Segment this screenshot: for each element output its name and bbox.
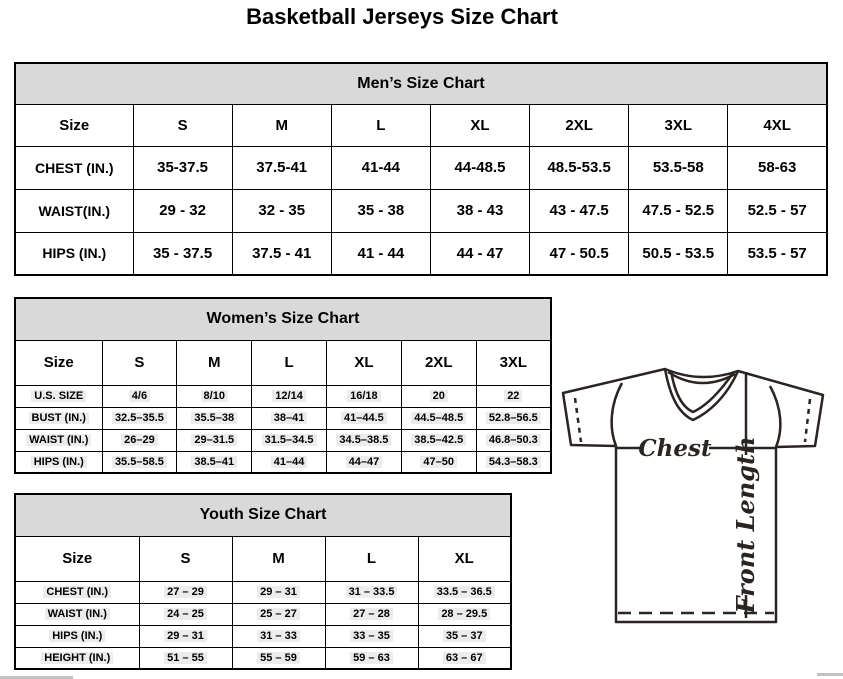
cell: 24 – 25 (139, 603, 232, 625)
chest-label: Chest (638, 435, 712, 462)
table-row (15, 232, 827, 275)
cell: 4/6 (102, 385, 177, 407)
cell: 35-37.5 (133, 146, 232, 189)
cell: 44 - 47 (430, 232, 529, 275)
table-row (15, 298, 551, 340)
column-header-size: Size (15, 536, 139, 581)
bottom-right-artifact (817, 673, 843, 676)
cell: 37.5 - 41 (232, 232, 331, 275)
cell: 29–31.5 (177, 429, 252, 451)
column-header-size: Size (15, 340, 102, 385)
cell: 41 - 44 (331, 232, 430, 275)
cell: 55 – 59 (232, 647, 325, 669)
cell: 63 – 67 (418, 647, 511, 669)
cell: 44-48.5 (430, 146, 529, 189)
row-label: HIPS (IN.) (15, 625, 139, 647)
cell: 50.5 - 53.5 (629, 232, 728, 275)
row-label: CHEST (IN.) (15, 146, 133, 189)
womens-size-chart-table (14, 297, 552, 474)
cell: 28 – 29.5 (418, 603, 511, 625)
table-row (15, 146, 827, 189)
table-row (15, 536, 511, 581)
cell: 35 – 37 (418, 625, 511, 647)
column-header: L (252, 340, 327, 385)
cell: 29 – 31 (232, 581, 325, 603)
row-label: U.S. SIZE (15, 385, 102, 407)
row-label: HIPS (IN.) (15, 451, 102, 473)
cell: 47–50 (401, 451, 476, 473)
cell: 29 - 32 (133, 189, 232, 232)
cell: 31.5–34.5 (252, 429, 327, 451)
table-row (15, 494, 511, 536)
table-row (15, 340, 551, 385)
cell: 35.5–38 (177, 407, 252, 429)
cell: 38 - 43 (430, 189, 529, 232)
cell: 44.5–48.5 (401, 407, 476, 429)
cell: 27 – 28 (325, 603, 418, 625)
table-row (15, 63, 827, 104)
table-row (15, 104, 827, 146)
cell: 25 – 27 (232, 603, 325, 625)
cell: 12/14 (252, 385, 327, 407)
row-label: HIPS (IN.) (15, 232, 133, 275)
cell: 31 – 33 (232, 625, 325, 647)
cell: 33 – 35 (325, 625, 418, 647)
column-header: 4XL (728, 104, 827, 146)
table-row (15, 603, 511, 625)
cell: 38–41 (252, 407, 327, 429)
table-row (15, 581, 511, 603)
column-header: L (331, 104, 430, 146)
youth-chart-title: Youth Size Chart (15, 494, 511, 536)
cell: 20 (401, 385, 476, 407)
cell: 31 – 33.5 (325, 581, 418, 603)
table-row (15, 385, 551, 407)
cell: 47 - 50.5 (530, 232, 629, 275)
cell: 58-63 (728, 146, 827, 189)
cell: 53.5 - 57 (728, 232, 827, 275)
cell: 33.5 – 36.5 (418, 581, 511, 603)
cell: 54.3–58.3 (476, 451, 551, 473)
column-header: XL (326, 340, 401, 385)
table-row (15, 429, 551, 451)
column-header: S (139, 536, 232, 581)
front-length-label: Front Length (731, 436, 760, 614)
cell: 22 (476, 385, 551, 407)
cell: 34.5–38.5 (326, 429, 401, 451)
cell: 48.5-53.5 (530, 146, 629, 189)
table-row (15, 451, 551, 473)
row-label: HEIGHT (IN.) (15, 647, 139, 669)
table-row (15, 407, 551, 429)
cell: 44–47 (326, 451, 401, 473)
cell: 43 - 47.5 (530, 189, 629, 232)
mens-chart-title: Men’s Size Chart (15, 63, 827, 104)
column-header: L (325, 536, 418, 581)
cell: 41–44 (252, 451, 327, 473)
cell: 51 – 55 (139, 647, 232, 669)
table-row (15, 647, 511, 669)
table-row (15, 189, 827, 232)
column-header: M (232, 536, 325, 581)
jersey-measurement-diagram (556, 358, 832, 636)
cell: 16/18 (326, 385, 401, 407)
cell: 35 - 38 (331, 189, 430, 232)
column-header: XL (418, 536, 511, 581)
cell: 29 – 31 (139, 625, 232, 647)
cell: 26–29 (102, 429, 177, 451)
cell: 35 - 37.5 (133, 232, 232, 275)
womens-chart-title: Women’s Size Chart (15, 298, 551, 340)
row-label: WAIST (IN.) (15, 429, 102, 451)
cell: 41-44 (331, 146, 430, 189)
column-header: 3XL (476, 340, 551, 385)
table-row (15, 625, 511, 647)
cell: 53.5-58 (629, 146, 728, 189)
cell: 59 – 63 (325, 647, 418, 669)
column-header: 2XL (530, 104, 629, 146)
cell: 46.8–50.3 (476, 429, 551, 451)
cell: 35.5–58.5 (102, 451, 177, 473)
row-label: BUST (IN.) (15, 407, 102, 429)
column-header: 2XL (401, 340, 476, 385)
row-label: WAIST(IN.) (15, 189, 133, 232)
cell: 32.5–35.5 (102, 407, 177, 429)
row-label: CHEST (IN.) (15, 581, 139, 603)
column-header: 3XL (629, 104, 728, 146)
page-title: Basketball Jerseys Size Chart (246, 4, 558, 29)
column-header: S (102, 340, 177, 385)
cell: 41–44.5 (326, 407, 401, 429)
cell: 38.5–42.5 (401, 429, 476, 451)
column-header-size: Size (15, 104, 133, 146)
jersey-outline (563, 369, 823, 622)
column-header: M (232, 104, 331, 146)
column-header: M (177, 340, 252, 385)
cell: 38.5–41 (177, 451, 252, 473)
mens-size-chart-table (14, 62, 828, 276)
cell: 37.5-41 (232, 146, 331, 189)
cell: 32 - 35 (232, 189, 331, 232)
cell: 27 – 29 (139, 581, 232, 603)
cell: 52.8–56.5 (476, 407, 551, 429)
column-header: S (133, 104, 232, 146)
cell: 8/10 (177, 385, 252, 407)
row-label: WAIST (IN.) (15, 603, 139, 625)
cell: 52.5 - 57 (728, 189, 827, 232)
youth-size-chart-table (14, 493, 512, 670)
cell: 47.5 - 52.5 (629, 189, 728, 232)
column-header: XL (430, 104, 529, 146)
